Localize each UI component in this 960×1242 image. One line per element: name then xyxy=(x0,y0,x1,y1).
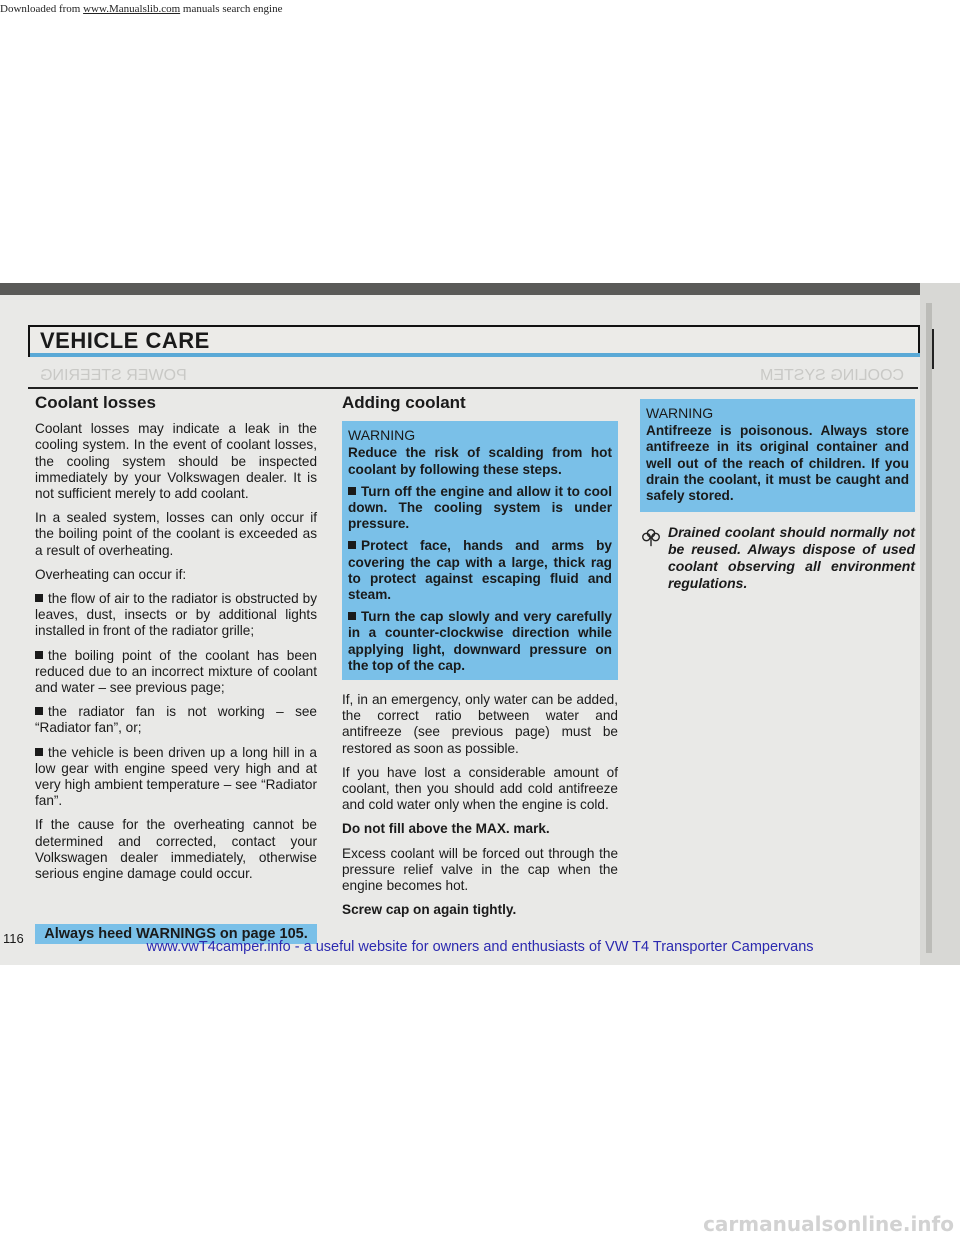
paragraph: If you have lost a considerable amount of coolant, then you should add cold antifreeze and cold water only when the engine is cold. xyxy=(342,764,618,813)
warning-step xyxy=(348,484,612,533)
column-coolant-losses xyxy=(35,395,317,890)
bullet-icon xyxy=(35,651,43,659)
environment-note xyxy=(640,524,915,592)
instruction-screw-cap: Screw cap on again tightly. xyxy=(342,902,517,918)
warning-step-text: Turn the cap slowly and very carefully in a counter-clockwise direction while applying light, downward pressure on the top of the cap. xyxy=(348,609,612,673)
paragraph: If the cause for the overheating cannot be determined and corrected, contact your Volkswagen dealer immediately, otherwise serious engine damage could occur. xyxy=(35,817,317,882)
warning-step-text: Protect face, hands and arms by covering the cap with a large, thick rag to protect against escaping fluid and steam. xyxy=(348,538,612,603)
bullet-icon xyxy=(348,612,356,620)
right-page-shadow xyxy=(926,303,932,953)
instruction-max-mark: Do not fill above the MAX. mark. xyxy=(342,821,550,837)
bullet-icon xyxy=(35,707,43,715)
paragraph: Coolant losses may indicate a leak in the cooling system. In the event of coolant losses, the cooling system should be inspected immediately by your Volkswagen dealer. It is not sufficient merely to add coolant. xyxy=(35,421,317,502)
environment-tree-icon xyxy=(640,526,662,548)
paragraph: In a sealed system, losses can only occur if the boiling point of the coolant is exceeded as a result of overheating. xyxy=(35,510,317,558)
right-page-header-fragment xyxy=(932,329,960,369)
paragraph: Excess coolant will be forced out through the pressure relief valve in the cap when the engine becomes hot. xyxy=(342,845,618,894)
heading-coolant-losses: Coolant losses xyxy=(35,393,156,412)
warning-text: Antifreeze is poisonous. Always store antifreeze in its original container and well out of the reach of children. If you drain the coolant, it must be caught and safely stored. xyxy=(646,423,909,504)
warning-box-antifreeze xyxy=(640,399,915,512)
download-header xyxy=(0,0,960,20)
bullet-item xyxy=(35,591,317,640)
heading-adding-coolant: Adding coolant xyxy=(342,393,466,412)
column-antifreeze xyxy=(640,395,915,592)
website-footer: www.vwT4camper.info - a useful website for owners and enthusiasts of VW T4 Transporter Campervans xyxy=(146,939,814,955)
warning-intro: Reduce the risk of scalding from hot coolant by following these steps. xyxy=(348,445,612,477)
ghost-text-left: POWER STEERING xyxy=(40,367,187,384)
header-suffix: manuals search engine xyxy=(180,3,283,15)
warning-step-text: Turn off the engine and allow it to cool down. The cooling system is under pressure. xyxy=(348,483,612,532)
environment-note-text: Drained coolant should normally not be reused. Always dispose of used coolant observing all environment regulations. xyxy=(668,524,915,592)
watermark: carmanualsonline.info xyxy=(703,1212,954,1236)
page-number: 116 xyxy=(3,931,24,946)
warning-title: WARNING xyxy=(646,405,714,421)
always-heed-warnings-banner: Always heed WARNINGS on page 105. xyxy=(35,924,317,944)
section-title: VEHICLE CARE xyxy=(40,328,210,353)
header-rule xyxy=(28,387,918,389)
header-prefix: Downloaded from xyxy=(0,3,84,15)
column-adding-coolant xyxy=(342,395,618,926)
bullet-text: the flow of air to the radiator is obstructed by leaves, dust, insects or by additional lights installed in front of the radiator grille; xyxy=(35,591,317,639)
bullet-icon xyxy=(35,594,43,602)
warning-title: WARNING xyxy=(348,427,416,444)
paragraph: If, in an emergency, only water can be added, the correct ratio between water and antifreeze (see previous page) must be restored as soon as possible. xyxy=(342,692,618,756)
scan-top-band xyxy=(0,283,960,295)
bullet-text: the radiator fan is not working – see “Radiator fan”, or; xyxy=(35,704,317,736)
paragraph: Overheating can occur if: xyxy=(35,566,187,582)
ghost-text-right: COOLING SYSTEM xyxy=(760,367,905,384)
warning-step xyxy=(348,609,612,674)
bullet-item xyxy=(35,704,317,736)
warning-box-scalding xyxy=(342,421,618,680)
manual-page xyxy=(0,283,960,965)
bullet-icon xyxy=(348,487,356,495)
section-header-accent xyxy=(30,353,920,357)
warning-step xyxy=(348,538,612,603)
bullet-icon xyxy=(35,748,43,756)
bullet-item xyxy=(35,648,317,697)
bullet-text: the vehicle is been driven up a long hill in a low gear with engine speed very high and at very high ambient temperature – see “Radiator fan”. xyxy=(35,744,317,809)
bullet-item xyxy=(35,745,317,810)
manualslib-link[interactable]: www.Manualslib.com xyxy=(83,3,181,15)
header-text xyxy=(0,3,282,15)
section-header-box xyxy=(28,325,920,357)
bullet-text: the boiling point of the coolant has been reduced due to an incorrect mixture of coolant and water – see previous page; xyxy=(35,647,317,696)
bullet-icon xyxy=(348,541,356,549)
